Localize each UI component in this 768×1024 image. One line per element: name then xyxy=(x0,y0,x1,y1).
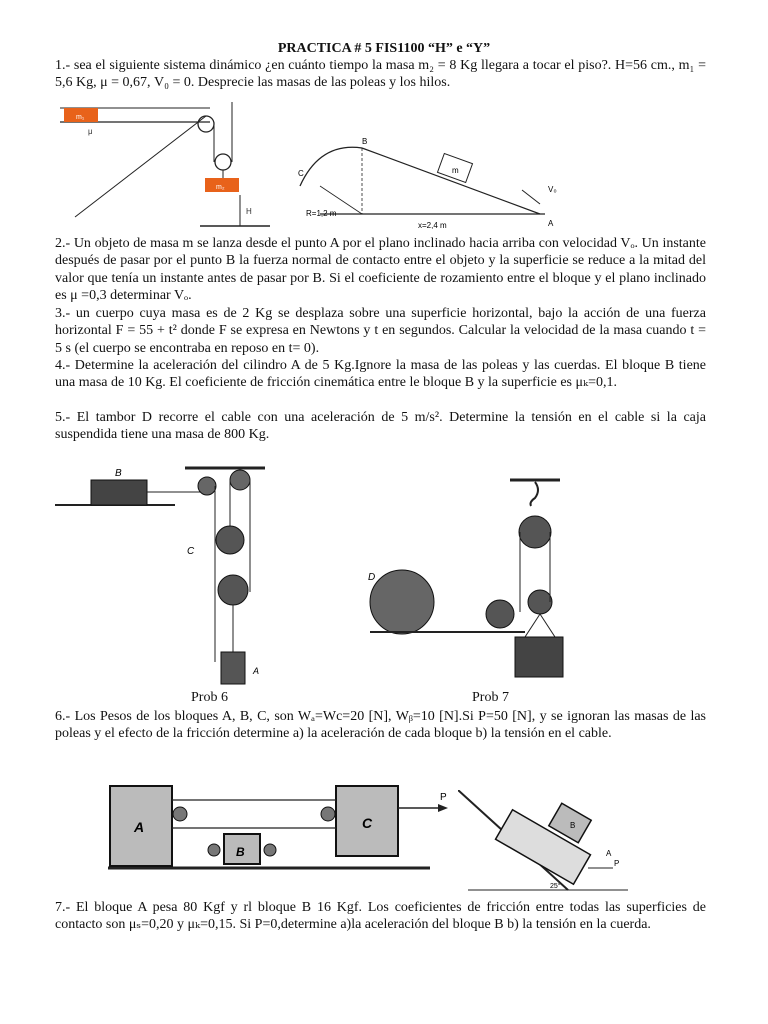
cylinder-A-label: A xyxy=(253,666,260,676)
figure-inclined-plane-arc xyxy=(290,136,570,234)
point-C-label: C xyxy=(298,169,304,178)
force-P-label: P xyxy=(440,792,447,803)
drum-D xyxy=(370,570,434,634)
figure-prob-7 xyxy=(360,472,575,684)
incline-B-label: B xyxy=(570,821,576,830)
problem-4-text: 4.- Determine la aceleración del cilindro A de 5 Kg.Ignore la masa de las poleas y las cuerdas. El bloque B tiene una masa de 10 Kg. El coeficiente de fricción cinemática entre le bloque B y la superficie es μₖ=0,1. xyxy=(55,358,706,391)
problem-2-text: 2.- Un objeto de masa m se lanza desde el punto A por el plano inclinado hacia arriba con velocidad Vₒ. Un instante después de pasar por el punto B la fuerza normal de contacto entre el objeto y la superficie se reduce a la mitad del valor que tenía un instante antes de pasar por B. Si el coeficiente de rozamiento entre el bloque y el plano inclinado es μ =0,3 determinar Vₒ. xyxy=(55,236,706,304)
incline-P-label: P xyxy=(614,859,620,868)
drum-D-label: D xyxy=(368,572,376,583)
block-A-label: A xyxy=(134,819,145,835)
problem-1-text: 1.- sea el siguiente sistema dinámico ¿en cuánto tiempo la masa m₂ = 8 Kg llegara a tocar el piso?. H=56 cm., m₁ = 5,6 Kg, μ = 0,67, V₀ = 0. Desprecie las masas de las poleas y los hilos. xyxy=(55,58,706,91)
incline-A-label: A xyxy=(606,849,612,858)
problem-5-text: 5.- El tambor D recorre el cable con una aceleración de 5 m/s². Determine la tensión en el cable si la caja suspendida tiene una masa de 800 Kg. xyxy=(55,410,706,443)
velocity-V0-label: V₀ xyxy=(548,185,557,194)
block-C-label: C xyxy=(362,815,373,831)
figure-prob-6 xyxy=(55,462,265,687)
pulley-C-label: C xyxy=(187,546,195,557)
point-B-label: B xyxy=(362,137,368,146)
mass-m2-label: m₂ xyxy=(216,184,225,191)
figure-blocks-abc xyxy=(100,778,450,880)
friction-mu-label: μ xyxy=(88,127,93,136)
moving-pulley xyxy=(215,154,231,170)
pulley-C xyxy=(216,526,244,554)
caption-prob-7: Prob 7 xyxy=(472,690,509,705)
block-B-label: B xyxy=(115,468,122,479)
page-title: PRACTICA # 5 FIS1100 “H” e “Y” xyxy=(277,41,491,56)
problem-3-text: 3.- un cuerpo cuya masa es de 2 Kg se desplaza sobre una superficie horizontal, bajo la acción de una fuerza horizontal F = 55 + t² donde F se expresa en Newtons y t en segundos. Calcular la velocidad de la masa cuando t = 5 s (el cuerpo se encontraba en reposo en t= 0). xyxy=(55,306,706,356)
block-B-label: B xyxy=(236,845,245,859)
height-H-label: H xyxy=(246,207,252,216)
fixed-pulley xyxy=(198,116,214,132)
problem-7-text: 7.- El bloque A pesa 80 Kgf y rl bloque B 16 Kgf. Los coeficientes de fricción entre todas las superficies de contacto son μₛ=0,20 y μₖ=0,15. Si P=0,determine a)la aceleración del bloque B b) la tensión en la cuerda. xyxy=(55,900,706,933)
cylinder-A xyxy=(221,652,245,684)
block-B xyxy=(91,480,147,505)
block-m-label: m xyxy=(452,166,459,175)
problem-6-text: 6.- Los Pesos de los bloques A, B, C, son Wₐ=Wc=20 [N], Wᵦ=10 [N].Si P=50 [N], y se ignoran las masas de las poleas y el efecto de la fricción determine a) la aceleración de cada bloque b) la tensión en el cable. xyxy=(55,709,706,742)
point-A-label: A xyxy=(548,219,554,228)
figure-pulley-system xyxy=(60,102,280,234)
distance-x-label: x=2,4 m xyxy=(418,221,447,230)
incline-angle-label: 25° xyxy=(550,883,561,890)
figure-inclined-blocks xyxy=(458,790,633,894)
suspended-crate xyxy=(515,637,563,677)
caption-prob-6: Prob 6 xyxy=(191,690,228,705)
mass-m1-label: m₁ xyxy=(76,114,85,121)
radius-label: R=1,2 m xyxy=(306,209,337,218)
